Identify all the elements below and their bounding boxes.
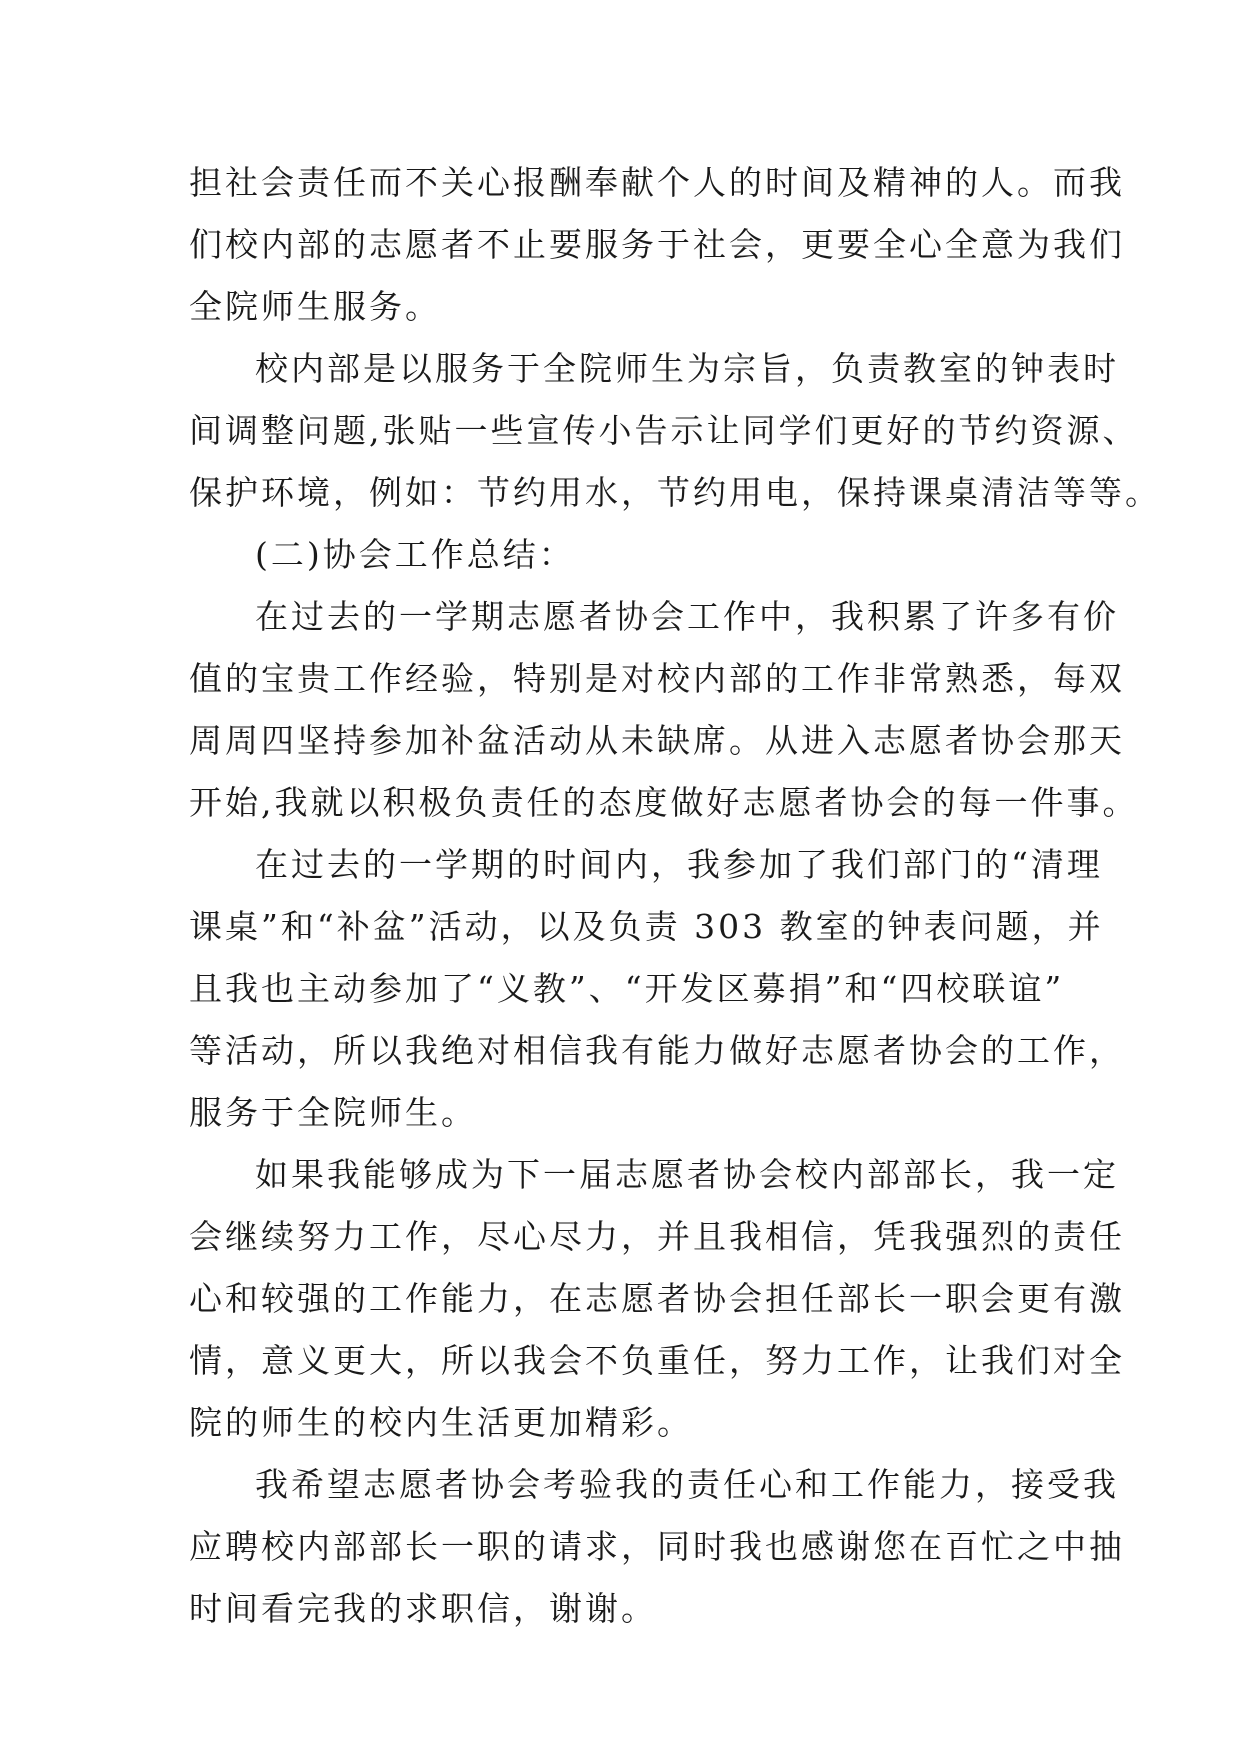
body-line: 开始,我就以积极负责任的态度做好志愿者协会的每一件事。	[189, 783, 1139, 822]
body-line: 心和较强的工作能力，在志愿者协会担任部长一职会更有激	[189, 1279, 1125, 1318]
body-line: 等活动，所以我绝对相信我有能力做好志愿者协会的工作，	[189, 1031, 1125, 1070]
paragraph-first-line: 在过去的一学期的时间内，我参加了我们部门的“清理	[255, 845, 1103, 884]
body-line: 情，意义更大，所以我会不负重任，努力工作，让我们对全	[189, 1341, 1125, 1380]
paragraph-first-line: 校内部是以服务于全院师生为宗旨，负责教室的钟表时	[255, 349, 1119, 388]
body-line: 会继续努力工作，尽心尽力，并且我相信，凭我强烈的责任	[189, 1217, 1125, 1256]
body-line: 周周四坚持参加补盆活动从未缺席。从进入志愿者协会那天	[189, 721, 1125, 760]
body-line: 担社会责任而不关心报酬奉献个人的时间及精神的人。而我	[189, 163, 1125, 202]
body-line: 间调整问题,张贴一些宣传小告示让同学们更好的节约资源、	[189, 411, 1139, 450]
paragraph-first-line: 如果我能够成为下一届志愿者协会校内部部长，我一定	[255, 1155, 1119, 1194]
paragraph-first-line: 我希望志愿者协会考验我的责任心和工作能力，接受我	[255, 1465, 1119, 1504]
body-line: 们校内部的志愿者不止要服务于社会，更要全心全意为我们	[189, 225, 1125, 264]
body-line: 院的师生的校内生活更加精彩。	[189, 1403, 693, 1442]
body-line: 时间看完我的求职信，谢谢。	[189, 1589, 657, 1628]
document-body	[189, 152, 1161, 1640]
paragraph-first-line: 在过去的一学期志愿者协会工作中，我积累了许多有价	[255, 597, 1119, 636]
body-line: 服务于全院师生。	[189, 1093, 477, 1132]
body-line: 全院师生服务。	[189, 287, 441, 326]
body-line: 值的宝贵工作经验，特别是对校内部的工作非常熟悉，每双	[189, 659, 1125, 698]
body-line: 保护环境，例如：节约用水，节约用电，保持课桌清洁等等。	[189, 473, 1161, 512]
body-line: 且我也主动参加了“义教”、“开发区募捐”和“四校联谊”	[189, 969, 1065, 1008]
body-line: 课桌”和“补盆”活动，以及负责 303 教室的钟表问题，并	[189, 907, 1104, 946]
section-heading: (二)协会工作总结：	[255, 535, 575, 574]
body-line: 应聘校内部部长一职的请求，同时我也感谢您在百忙之中抽	[189, 1527, 1125, 1566]
